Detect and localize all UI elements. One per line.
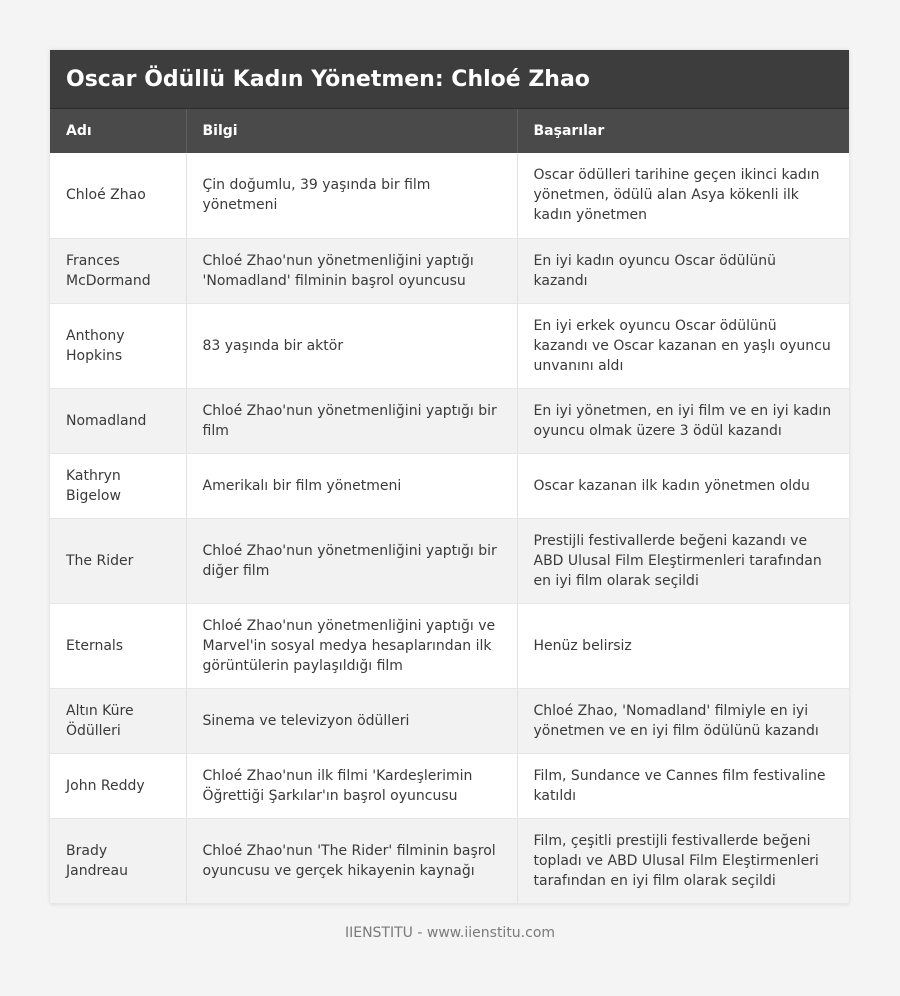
cell-info: 83 yaşında bir aktör — [186, 303, 517, 388]
table-row — [50, 603, 849, 688]
table-row — [50, 453, 849, 518]
cell-achievement: Henüz belirsiz — [517, 603, 849, 688]
cell-achievement: En iyi erkek oyuncu Oscar ödülünü kazandı ve Oscar kazanan en yaşlı oyuncu unvanını aldı — [517, 303, 849, 388]
header-row — [50, 109, 849, 153]
cell-achievement: Film, çeşitli prestijli festivallerde beğeni topladı ve ABD Ulusal Film Eleştirmenleri tarafından en iyi film olarak seçildi — [517, 818, 849, 903]
cell-achievement: En iyi kadın oyuncu Oscar ödülünü kazandı — [517, 238, 849, 303]
table-card — [50, 50, 849, 904]
cell-info: Chloé Zhao'nun yönetmenliğini yaptığı bir diğer film — [186, 518, 517, 603]
column-header-achievements: Başarılar — [517, 109, 849, 153]
cell-info: Chloé Zhao'nun yönetmenliğini yaptığı bir film — [186, 388, 517, 453]
cell-name: Altın Küre Ödülleri — [50, 688, 186, 753]
cell-info: Amerikalı bir film yönetmeni — [186, 453, 517, 518]
column-header-name: Adı — [50, 109, 186, 153]
table-row — [50, 238, 849, 303]
table-row — [50, 388, 849, 453]
cell-info: Chloé Zhao'nun yönetmenliğini yaptığı 'Nomadland' filminin başrol oyuncusu — [186, 238, 517, 303]
cell-achievement: Oscar ödülleri tarihine geçen ikinci kadın yönetmen, ödülü alan Asya kökenli ilk kadın yönetmen — [517, 153, 849, 238]
cell-name: John Reddy — [50, 753, 186, 818]
table-title: Oscar Ödüllü Kadın Yönetmen: Chloé Zhao — [50, 50, 849, 109]
cell-info: Çin doğumlu, 39 yaşında bir film yönetmeni — [186, 153, 517, 238]
table-row — [50, 303, 849, 388]
table-row — [50, 818, 849, 903]
cell-achievement: Prestijli festivallerde beğeni kazandı ve ABD Ulusal Film Eleştirmenleri tarafından en iyi film olarak seçildi — [517, 518, 849, 603]
cell-name: The Rider — [50, 518, 186, 603]
cell-name: Brady Jandreau — [50, 818, 186, 903]
cell-name: Kathryn Bigelow — [50, 453, 186, 518]
cell-name: Eternals — [50, 603, 186, 688]
cell-info: Chloé Zhao'nun ilk filmi 'Kardeşlerimin Öğrettiği Şarkılar'ın başrol oyuncusu — [186, 753, 517, 818]
data-table — [50, 109, 849, 904]
column-header-info: Bilgi — [186, 109, 517, 153]
cell-info: Sinema ve televizyon ödülleri — [186, 688, 517, 753]
table-row — [50, 688, 849, 753]
cell-achievement: Film, Sundance ve Cannes film festivaline katıldı — [517, 753, 849, 818]
table-row — [50, 753, 849, 818]
footer-credit: IIENSTITU - www.iienstitu.com — [344, 925, 556, 941]
cell-name: Chloé Zhao — [50, 153, 186, 238]
cell-name: Frances McDormand — [50, 238, 186, 303]
cell-achievement: Chloé Zhao, 'Nomadland' filmiyle en iyi yönetmen ve en iyi film ödülünü kazandı — [517, 688, 849, 753]
cell-name: Anthony Hopkins — [50, 303, 186, 388]
table-row — [50, 153, 849, 238]
cell-name: Nomadland — [50, 388, 186, 453]
cell-achievement: En iyi yönetmen, en iyi film ve en iyi kadın oyuncu olmak üzere 3 ödül kazandı — [517, 388, 849, 453]
cell-achievement: Oscar kazanan ilk kadın yönetmen oldu — [517, 453, 849, 518]
table-row — [50, 518, 849, 603]
cell-info: Chloé Zhao'nun 'The Rider' filminin başrol oyuncusu ve gerçek hikayenin kaynağı — [186, 818, 517, 903]
cell-info: Chloé Zhao'nun yönetmenliğini yaptığı ve Marvel'in sosyal medya hesaplarından ilk görüntülerin paylaşıldığı film — [186, 603, 517, 688]
